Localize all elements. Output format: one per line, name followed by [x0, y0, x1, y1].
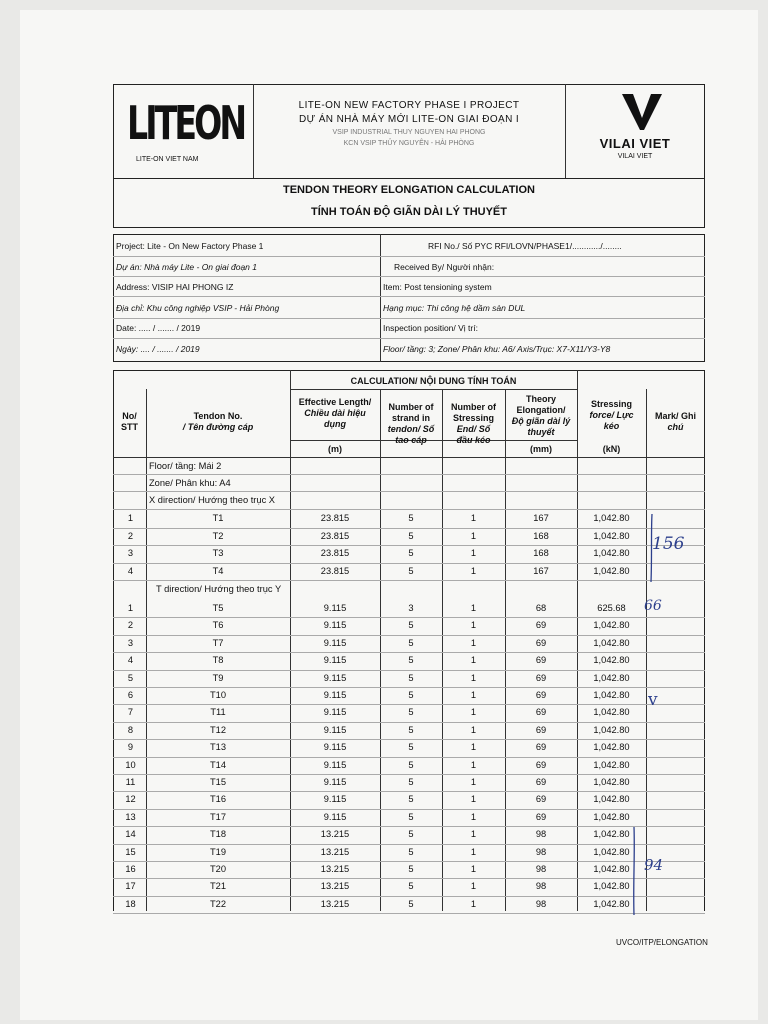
- stressing-ends: 1: [470, 548, 477, 558]
- project-line-2: DỰ ÁN NHÀ MÁY MỚI LITE-ON GIAI ĐOẠN I: [298, 114, 520, 125]
- effective-length: 13.215: [320, 829, 350, 840]
- tendon-name: T22: [209, 898, 227, 909]
- strand-count: 5: [408, 777, 414, 787]
- row-number: 18: [125, 898, 136, 909]
- strand-count: 5: [408, 881, 414, 892]
- row-number: 8: [127, 724, 134, 735]
- table-row: [114, 563, 704, 580]
- col-no-header: No/ STT: [121, 411, 138, 432]
- theory-elongation: 167: [533, 513, 549, 523]
- strand-count: 5: [408, 724, 414, 735]
- stressing-ends: 1: [470, 530, 477, 541]
- table-row: [114, 528, 704, 545]
- effective-length: 9.115: [323, 811, 347, 822]
- table-row: [114, 826, 704, 843]
- theory-elongation: 168: [533, 548, 549, 558]
- row-number: 4: [127, 565, 134, 576]
- tendon-name: T12: [209, 724, 227, 735]
- theory-elongation: 98: [535, 864, 547, 874]
- stressing-force: 1,042.80: [593, 811, 630, 822]
- effective-length: 9.115: [323, 655, 347, 666]
- strand-count: 5: [408, 565, 414, 576]
- effective-length: 13.215: [320, 846, 350, 857]
- du-an-field: Dự án: Nhà máy Lite - On giai đoạn 1: [116, 262, 257, 272]
- strand-count: 5: [408, 655, 414, 666]
- col-length-header: Effective Length/ Chiều dài hiệu dụng: [298, 397, 372, 429]
- ngay-field: Ngày: .... / ....... / 2019: [116, 344, 200, 354]
- stressing-force: 625.68: [597, 603, 626, 613]
- dia-chi-field: Địa chỉ: Khu công nghiệp VSIP - Hải Phòng: [116, 303, 280, 313]
- project-field: Project: Lite - On New Factory Phase 1: [116, 241, 264, 251]
- zone-label: Zone/ Phân khu: A4: [149, 478, 231, 488]
- row-number: 3: [127, 637, 134, 648]
- theory-elongation: 98: [535, 881, 547, 892]
- stressing-ends: 1: [470, 724, 477, 735]
- effective-length: 9.115: [323, 707, 347, 718]
- row-number: 2: [127, 620, 134, 631]
- tendon-name: T13: [209, 742, 227, 753]
- inspection-field: Inspection position/ Vị trí:: [383, 323, 478, 333]
- stressing-force: 1,042.80: [593, 513, 630, 523]
- rfi-field: RFI No./ Số PYC RFI/LOVN/PHASE1/............/........: [428, 241, 622, 251]
- table-row: [114, 722, 704, 739]
- effective-length: 13.215: [320, 898, 350, 909]
- stressing-force: 1,042.80: [593, 690, 630, 700]
- vilai-viet-logo: [620, 92, 664, 132]
- stressing-force: 1,042.80: [593, 724, 630, 735]
- effective-length: 9.115: [323, 637, 347, 648]
- table-row: [114, 774, 704, 791]
- title-english: TENDON THEORY ELONGATION CALCULATION: [283, 184, 535, 196]
- stressing-ends: 1: [470, 846, 477, 857]
- row-number: 11: [125, 777, 136, 787]
- table-row: [114, 600, 704, 617]
- y-direction-label: T direction/ Hướng theo trục Y: [156, 584, 282, 594]
- col-length-unit: (m): [328, 444, 342, 454]
- stressing-ends: 1: [470, 707, 477, 718]
- item-field: Item: Post tensioning system: [383, 282, 492, 292]
- strand-count: 5: [408, 742, 414, 753]
- effective-length: 23.815: [320, 530, 350, 541]
- theory-elongation: 69: [535, 759, 547, 770]
- strand-count: 5: [408, 811, 414, 822]
- effective-length: 9.115: [323, 672, 347, 683]
- theory-elongation: 69: [535, 690, 547, 700]
- hang-muc-field: Hạng mục: Thi công hệ dầm sàn DUL: [383, 303, 526, 313]
- col-force-header: Stressing force/ Lực kéo: [589, 399, 634, 431]
- project-line-1: LITE-ON NEW FACTORY PHASE I PROJECT: [298, 100, 520, 111]
- theory-elongation: 69: [535, 637, 547, 648]
- row-divider: [113, 580, 705, 581]
- effective-length: 23.815: [320, 565, 350, 576]
- tendon-name: T7: [212, 637, 224, 648]
- stressing-force: 1,042.80: [593, 637, 630, 648]
- received-field: Received By/ Người nhận:: [394, 262, 495, 272]
- tendon-name: T18: [209, 829, 227, 840]
- handwritten-x-mark: 156: [652, 534, 685, 554]
- table-row: [114, 617, 704, 634]
- strand-count: 5: [408, 846, 414, 857]
- strand-count: 5: [408, 707, 414, 718]
- row-number: 6: [127, 690, 134, 700]
- logo-subtitle: LITE-ON VIET NAM: [136, 156, 199, 163]
- stressing-force: 1,042.80: [593, 620, 630, 631]
- effective-length: 13.215: [320, 864, 350, 874]
- project-line-4: KCN VSIP THỦY NGUYÊN - HẢI PHÒNG: [343, 140, 475, 147]
- tendon-name: T21: [209, 881, 227, 892]
- col-strand-header: Number of strand in tendon/ Số tao cáp: [387, 402, 435, 445]
- theory-elongation: 69: [535, 724, 547, 735]
- stressing-ends: 1: [470, 637, 477, 648]
- row-number: 14: [125, 829, 136, 840]
- document-code: UVCO/ITP/ELONGATION: [616, 938, 708, 947]
- tendon-name: T17: [209, 811, 227, 822]
- stressing-force: 1,042.80: [593, 898, 630, 909]
- stressing-ends: 1: [470, 565, 477, 576]
- row-number: 7: [127, 707, 134, 718]
- tendon-name: T16: [209, 794, 227, 805]
- strand-count: 5: [408, 672, 414, 683]
- handwritten-check: v: [648, 690, 658, 710]
- row-number: 2: [127, 530, 134, 541]
- strand-count: 5: [408, 864, 414, 874]
- strand-count: 5: [408, 829, 414, 840]
- table-row: [114, 739, 704, 756]
- stressing-ends: 1: [470, 811, 477, 822]
- tendon-name: T19: [209, 846, 227, 857]
- stressing-ends: 1: [470, 603, 477, 613]
- stressing-force: 1,042.80: [593, 777, 630, 787]
- stressing-force: 1,042.80: [593, 794, 630, 805]
- col-ends-header: Number of Stressing End/ Số đầu kéo: [451, 402, 496, 445]
- theory-elongation: 69: [535, 794, 547, 805]
- strand-count: 5: [408, 759, 414, 770]
- tendon-name: T6: [212, 620, 224, 631]
- stressing-ends: 1: [470, 777, 477, 787]
- theory-elongation: 68: [535, 603, 547, 613]
- stressing-force: 1,042.80: [593, 742, 630, 753]
- row-number: 1: [127, 603, 134, 613]
- row-number: 10: [125, 759, 136, 770]
- table-row: [114, 861, 704, 878]
- col-elong-unit: (mm): [530, 444, 552, 454]
- stressing-ends: 1: [470, 898, 477, 909]
- theory-elongation: 98: [535, 846, 547, 857]
- strand-count: 5: [408, 530, 414, 541]
- floor-zone-field: Floor/ tầng: 3; Zone/ Phân khu: A6/ Axis/Trục: X7-X11/Y3-Y8: [383, 344, 611, 354]
- theory-elongation: 98: [535, 898, 547, 909]
- date-field: Date: ..... / ....... / 2019: [116, 323, 201, 333]
- strand-count: 3: [408, 603, 414, 613]
- x-direction-label: X direction/ Hướng theo trục X: [149, 495, 276, 505]
- tendon-name: T20: [209, 864, 227, 874]
- stressing-force: 1,042.80: [593, 565, 630, 576]
- stressing-ends: 1: [470, 881, 477, 892]
- contractor-name: VILAI VIET: [599, 136, 671, 151]
- stressing-force: 1,042.80: [593, 829, 630, 840]
- table-row: [114, 510, 704, 527]
- strand-count: 5: [408, 513, 414, 523]
- table-row: [114, 809, 704, 826]
- effective-length: 23.815: [320, 513, 350, 523]
- stressing-ends: 1: [470, 690, 477, 700]
- tendon-name: T9: [212, 672, 224, 683]
- strand-count: 5: [408, 690, 414, 700]
- address-field: Address: VISIP HAI PHONG IZ: [116, 282, 234, 292]
- stressing-force: 1,042.80: [593, 548, 630, 558]
- theory-elongation: 98: [535, 829, 547, 840]
- row-number: 17: [125, 881, 136, 892]
- row-number: 1: [127, 513, 134, 523]
- table-row: [114, 878, 704, 895]
- col-tendon-header: Tendon No. / Tên đường cáp: [182, 411, 254, 432]
- row-number: 13: [125, 811, 136, 822]
- table-row: [114, 545, 704, 562]
- tendon-name: T15: [209, 777, 227, 787]
- row-number: 5: [127, 672, 134, 683]
- row-number: 12: [125, 794, 136, 805]
- row-number: 16: [125, 864, 136, 874]
- calc-title: CALCULATION/ NỘI DUNG TÍNH TOÁN: [350, 376, 517, 386]
- row-divider: [113, 913, 705, 914]
- tendon-name: T10: [209, 690, 227, 700]
- stressing-ends: 1: [470, 742, 477, 753]
- stressing-ends: 1: [470, 759, 477, 770]
- table-row: [114, 844, 704, 861]
- row-number: 9: [127, 742, 134, 753]
- table-row: [114, 670, 704, 687]
- theory-elongation: 167: [533, 565, 549, 576]
- table-row: [114, 791, 704, 808]
- tendon-name: T1: [212, 513, 224, 523]
- stressing-ends: 1: [470, 829, 477, 840]
- row-number: 4: [127, 655, 134, 666]
- stressing-force: 1,042.80: [593, 707, 630, 718]
- handwritten-bracket-y: [628, 825, 640, 917]
- theory-elongation: 69: [535, 620, 547, 631]
- tendon-name: T2: [212, 530, 224, 541]
- strand-count: 5: [408, 620, 414, 631]
- liteon-logo: LITEON: [127, 96, 245, 150]
- theory-elongation: 69: [535, 655, 547, 666]
- title-vietnamese: TÍNH TOÁN ĐỘ GIÃN DÀI LÝ THUYẾT: [311, 206, 507, 218]
- stressing-ends: 1: [470, 794, 477, 805]
- info-frame: [113, 234, 705, 362]
- effective-length: 9.115: [323, 620, 347, 631]
- effective-length: 9.115: [323, 690, 347, 700]
- stressing-ends: 1: [470, 513, 477, 523]
- effective-length: 9.115: [323, 742, 347, 753]
- effective-length: 23.815: [320, 548, 350, 558]
- table-row: [114, 687, 704, 704]
- table-row: [114, 757, 704, 774]
- row-number: 15: [125, 846, 136, 857]
- strand-count: 5: [408, 548, 414, 558]
- stressing-force: 1,042.80: [593, 864, 630, 874]
- theory-elongation: 168: [533, 530, 549, 541]
- strand-count: 5: [408, 794, 414, 805]
- theory-elongation: 69: [535, 707, 547, 718]
- col-force-unit: (kN): [602, 444, 621, 454]
- effective-length: 9.115: [323, 794, 347, 805]
- strand-count: 5: [408, 637, 414, 648]
- tendon-name: T8: [212, 655, 224, 666]
- stressing-force: 1,042.80: [593, 655, 630, 666]
- handwritten-y-mark-2: 94: [644, 856, 664, 874]
- effective-length: 9.115: [323, 777, 347, 787]
- effective-length: 9.115: [323, 603, 347, 613]
- effective-length: 9.115: [323, 759, 347, 770]
- table-row: [114, 652, 704, 669]
- effective-length: 13.215: [320, 881, 350, 892]
- stressing-ends: 1: [470, 620, 477, 631]
- stressing-ends: 1: [470, 655, 477, 666]
- project-line-3: VSIP INDUSTRIAL THUY NGUYEN HAI PHONG: [332, 129, 486, 136]
- table-row: [114, 635, 704, 652]
- stressing-force: 1,042.80: [593, 530, 630, 541]
- effective-length: 9.115: [323, 724, 347, 735]
- stressing-force: 1,042.80: [593, 846, 630, 857]
- tendon-name: T5: [212, 603, 224, 613]
- contractor-subtitle: VILAI VIET: [617, 153, 653, 160]
- stressing-ends: 1: [470, 864, 477, 874]
- stressing-force: 1,042.80: [593, 672, 630, 683]
- row-number: 3: [127, 548, 134, 558]
- handwritten-y-mark-1: 66: [644, 598, 662, 614]
- theory-elongation: 69: [535, 742, 547, 753]
- table-row: [114, 704, 704, 721]
- stressing-force: 1,042.80: [593, 759, 630, 770]
- floor-label: Floor/ tầng: Mái 2: [149, 461, 222, 471]
- table-row: [114, 896, 704, 913]
- tendon-name: T3: [212, 548, 224, 558]
- strand-count: 5: [408, 898, 414, 909]
- stressing-ends: 1: [470, 672, 477, 683]
- tendon-name: T11: [210, 707, 226, 718]
- col-elong-header: Theory Elongation/ Độ giãn dài lý thuyết: [511, 394, 571, 437]
- stressing-force: 1,042.80: [593, 881, 630, 892]
- tendon-name: T14: [209, 759, 227, 770]
- theory-elongation: 69: [535, 811, 547, 822]
- col-mark-header: Mark/ Ghi chú: [654, 411, 696, 432]
- theory-elongation: 69: [535, 672, 547, 683]
- theory-elongation: 69: [535, 777, 547, 787]
- tendon-name: T4: [212, 565, 224, 576]
